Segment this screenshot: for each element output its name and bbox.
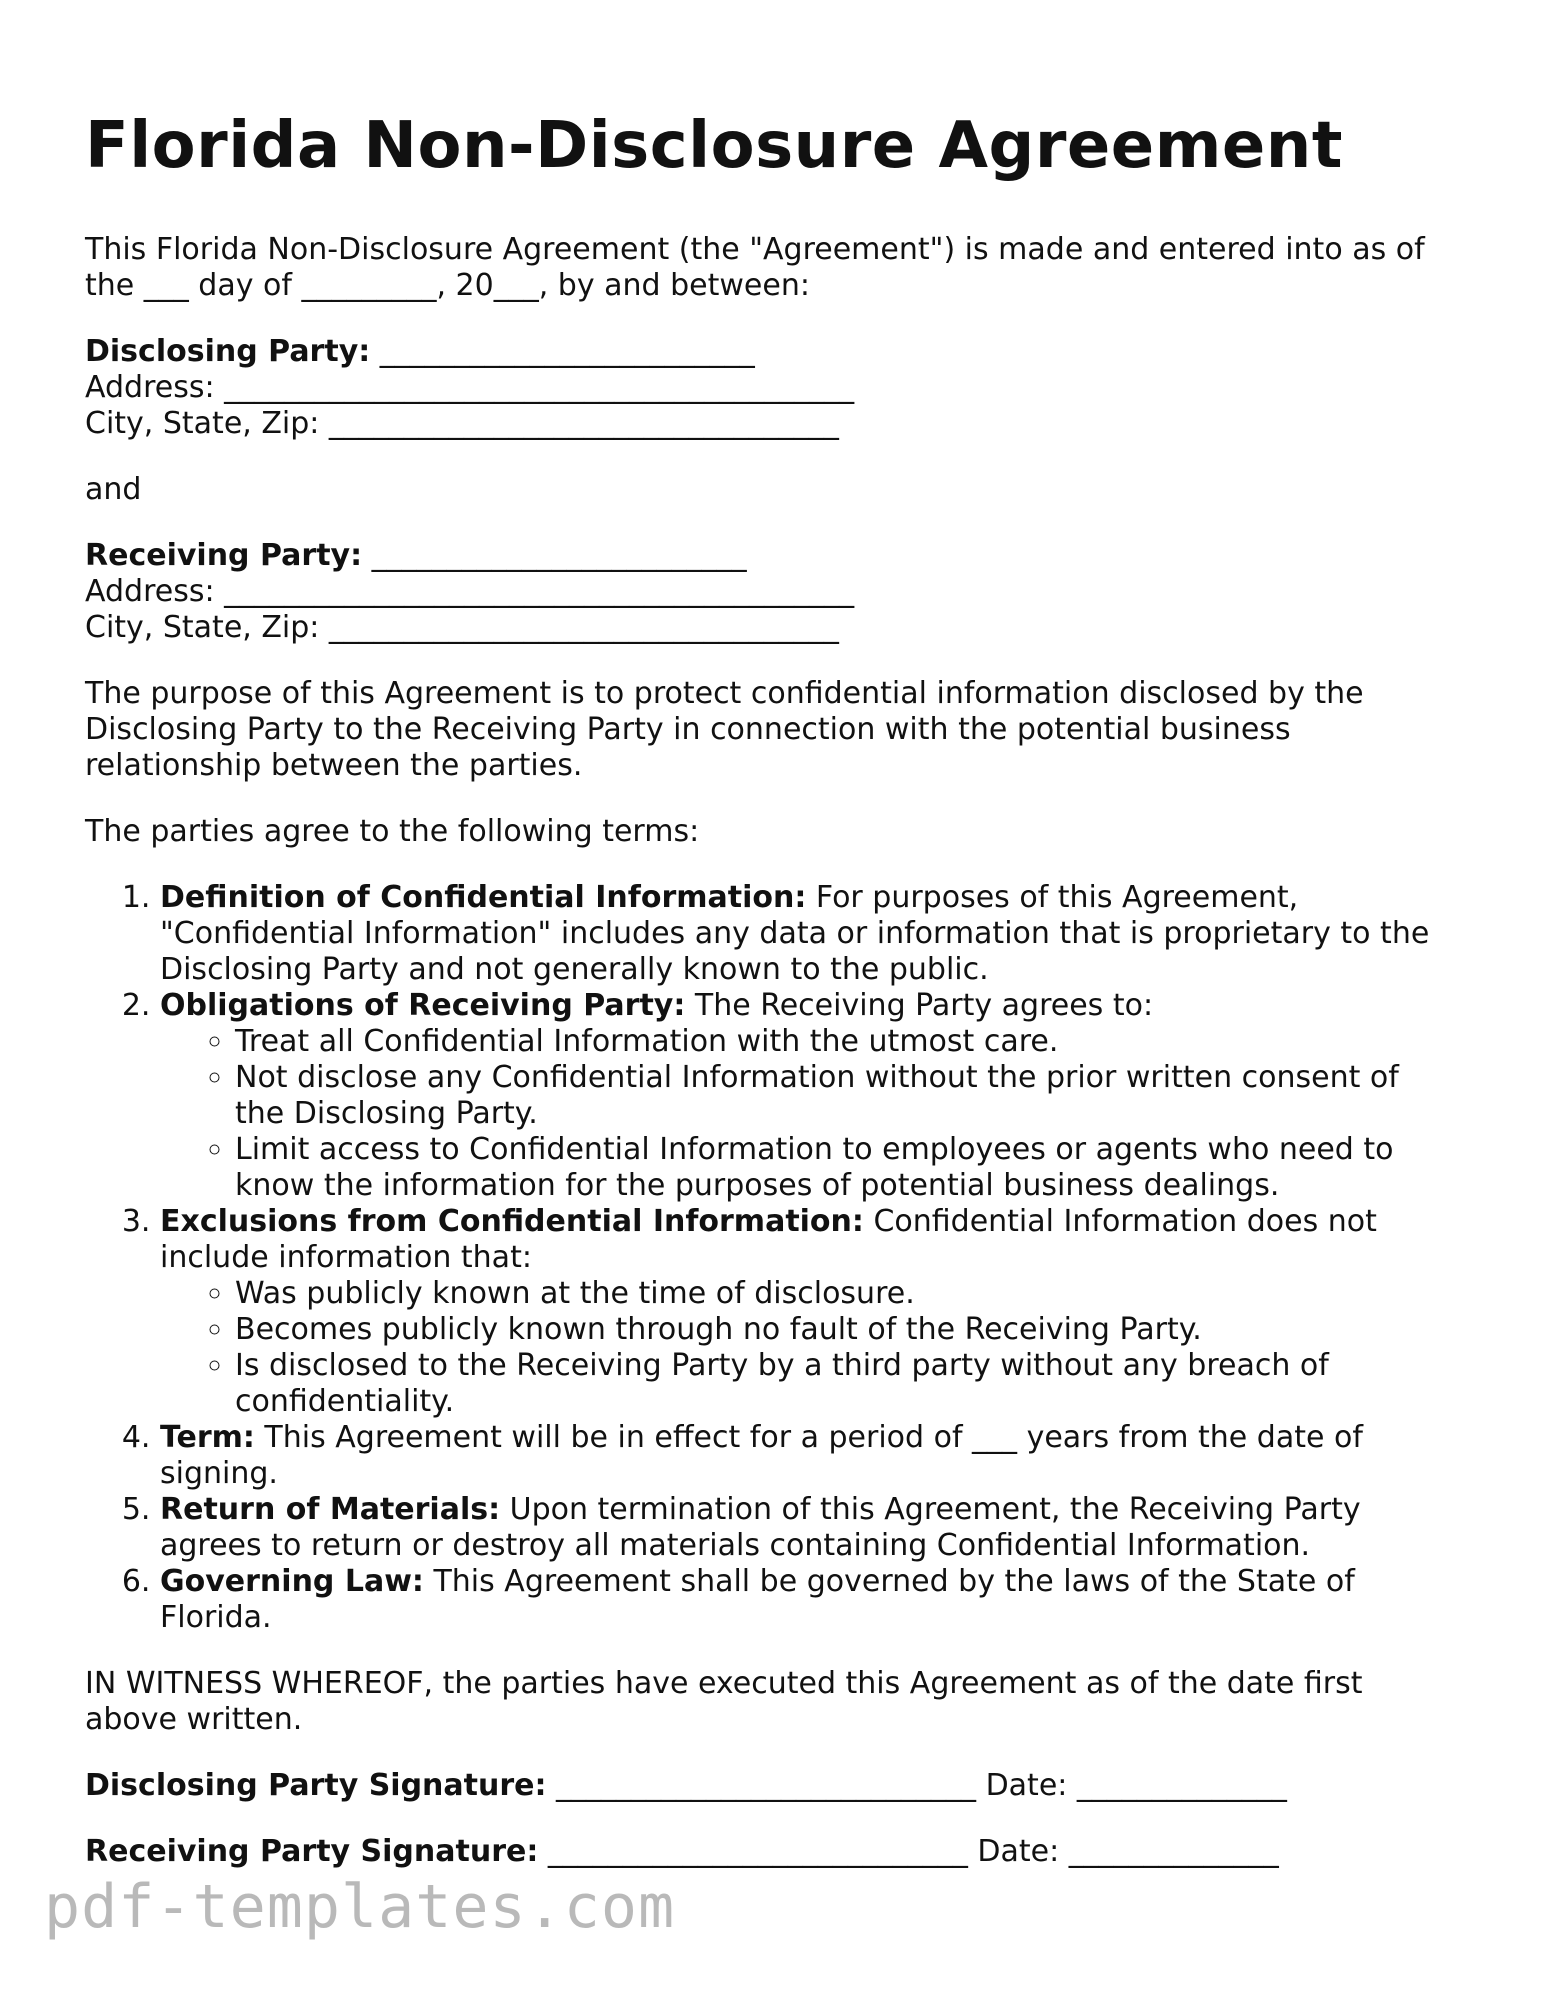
intro-paragraph: This Florida Non-Disclosure Agreement (the "Agreement") is made and entered into as of the ___ day of _________, 20___, by and between: [85, 232, 1425, 303]
term-subitems [160, 1276, 1455, 1420]
receiving-party-label: Receiving Party: [85, 538, 363, 573]
term-item [160, 1564, 1455, 1636]
receiving-party-name-field: _________________________ [362, 538, 747, 573]
receiving-party-line [85, 538, 1455, 574]
term-item [160, 988, 1455, 1204]
document-page [85, 108, 1455, 1900]
disclosing-party-name-field: _________________________ [370, 334, 755, 369]
and-text: and [85, 472, 142, 507]
subitem: ◦ Treat all Confidential Information with the utmost care. [235, 1024, 1455, 1060]
disclosing-party-block [85, 334, 1455, 442]
watermark: pdf-templates.com [44, 1872, 676, 1942]
term-heading: Return of Materials: [160, 1492, 501, 1527]
term-item [160, 880, 1455, 988]
term-text: For purposes of this Agreement, "Confidential Information" includes any data or information that is proprietary to the Disclosing Party and not generally known to the public. [160, 880, 1430, 987]
witness-paragraph: IN WITNESS WHEREOF, the parties have executed this Agreement as of the date first above written. [85, 1666, 1363, 1737]
receiving-signature-label: Receiving Party Signature: [85, 1834, 539, 1869]
term-subitems [160, 1024, 1455, 1204]
disclosing-party-line [85, 334, 1455, 370]
terms-list [85, 880, 1455, 1636]
term-text: This Agreement will be in effect for a period of ___ years from the date of signing. [160, 1420, 1363, 1491]
disclosing-party-address: Address: __________________________________________ [85, 370, 855, 405]
term-heading: Exclusions from Confidential Information: [160, 1204, 864, 1239]
receiving-party-block [85, 538, 1455, 646]
term-text: The Receiving Party agrees to: [685, 988, 1154, 1023]
disclosing-signature-label: Disclosing Party Signature: [85, 1768, 547, 1803]
subitem: ◦ Not disclose any Confidential Information without the prior written consent of the Disclosing Party. [235, 1060, 1455, 1132]
term-item [160, 1492, 1455, 1564]
document-title: Florida Non-Disclosure Agreement [85, 109, 1343, 183]
term-text: Upon termination of this Agreement, the Receiving Party agrees to return or destroy all materials containing Confidential Information. [160, 1492, 1361, 1563]
term-item [160, 1420, 1455, 1492]
term-heading: Term: [160, 1420, 255, 1455]
term-item [160, 1204, 1455, 1420]
term-text: This Agreement shall be governed by the laws of the State of Florida. [160, 1564, 1355, 1635]
receiving-signature-field: ____________________________ Date: ______________ [538, 1834, 1279, 1869]
disclosing-signature-line [85, 1768, 1455, 1804]
term-heading: Obligations of Receiving Party: [160, 988, 686, 1023]
receiving-party-address: Address: __________________________________________ [85, 574, 855, 609]
term-heading: Governing Law: [160, 1564, 424, 1599]
term-text: Confidential Information does not include information that: [160, 1204, 1377, 1275]
receiving-party-city: City, State, Zip: __________________________________ [85, 610, 839, 645]
term-heading: Definition of Confidential Information: [160, 880, 807, 915]
disclosing-signature-field: ____________________________ Date: ______________ [546, 1768, 1287, 1803]
subitem: ◦ Was publicly known at the time of disclosure. [235, 1276, 1455, 1312]
subitem: ◦ Limit access to Confidential Information to employees or agents who need to know the information for the purposes of potential business dealings. [235, 1132, 1455, 1204]
subitem: ◦ Becomes publicly known through no fault of the Receiving Party. [235, 1312, 1455, 1348]
receiving-signature-line [85, 1834, 1455, 1870]
terms-intro: The parties agree to the following terms: [85, 814, 700, 849]
disclosing-party-city: City, State, Zip: __________________________________ [85, 406, 839, 441]
subitem: ◦ Is disclosed to the Receiving Party by a third party without any breach of confidentiality. [235, 1348, 1455, 1420]
purpose-paragraph: The purpose of this Agreement is to protect confidential information disclosed by the Disclosing Party to the Receiving Party in connection with the potential business relationship between the parties. [85, 676, 1364, 783]
disclosing-party-label: Disclosing Party: [85, 334, 371, 369]
